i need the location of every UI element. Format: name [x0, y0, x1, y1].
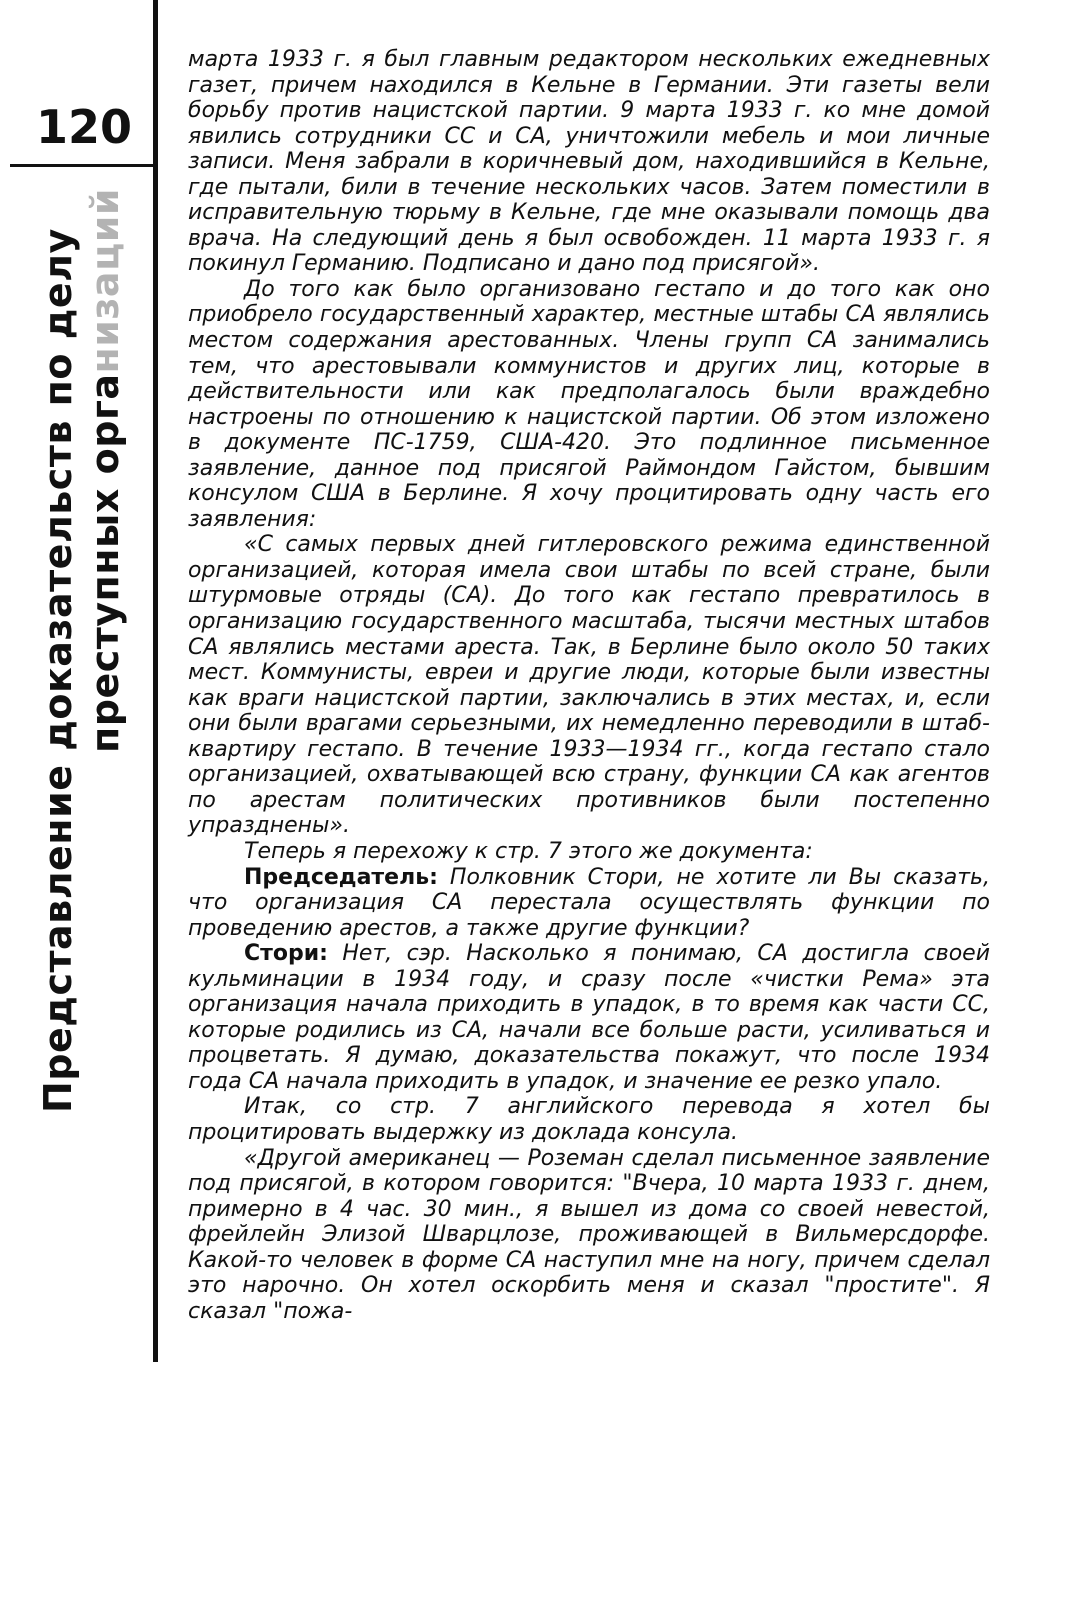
body-text	[188, 47, 990, 1324]
running-head-line-2-faded: низаций	[83, 188, 127, 374]
running-head-line-2	[83, 188, 127, 753]
quotation-paragraph: «С самых первых дней гитлеровского режима единственной организацией, которая имела свои штабы по всей стране, были штурмовые отряды (СА). До того как гестапо превратилось в организацию государственного масштаба, тысячи местных штабов СА являлись местами ареста. Так, в Берлине было около 50 таких мест. Коммунисты, евреи и другие люди, которые были известны как враги нацистской партии, заключались в этих местах, и, если они были врагами серьезными, их немедленно переводили в штаб-квартиру гестапо. В течение 1933—1934 гг., когда гестапо стало организацией, охватывающей всю страну, функции СА как агентов по арестам политических противников были постепенно упразднены».	[188, 532, 990, 839]
dialogue-storey	[188, 941, 990, 1094]
quotation-paragraph: «Другой американец — Роземан сделал письменное заявление под присягой, в котором говорится: "Вчера, 10 марта 1933 г. днем, примерно в 4 час. 30 мин., я вышел из дома со своей невестой, фрейлейн Элизой Шварцлозе, проживающей в Вильмерсдорфе. Какой-то человек в форме СА наступил мне на ногу, причем сделал это нарочно. Он хотел оскорбить меня и сказал "простите". Я сказал "пожа-	[188, 1145, 990, 1324]
paragraph: Теперь я перехожу к стр. 7 этого же документа:	[244, 838, 813, 864]
speaker-label: Председатель:	[244, 864, 438, 890]
page-number: 120	[35, 100, 133, 154]
dialogue-chairman	[188, 865, 990, 942]
speech-text: Полковник Стори, не хотите ли Вы сказать, что организация СА перестала осуществлять функции по проведению арестов, а также другие функции?	[188, 864, 990, 941]
running-head	[0, 0, 160, 1600]
running-head-line-2-main: преступных орга	[83, 373, 127, 753]
paragraph: марта 1933 г. я был главным редактором нескольких ежедневных газет, причем находился в Кельне в Германии. Эти газеты вели борьбу против нацистской партии. 9 марта 1933 г. ко мне домой явились сотрудники СС и СА, уничтожили мебель и мои личные записи. Меня забрали в коричневый дом, находившийся в Кельне, где пытали, били в течение нескольких часов. Затем поместили в исправительную тюрьму в Кельне, где мне оказывали помощь два врача. На следующий день я был освобожден. 11 марта 1933 г. я покинул Германию. Подписано и дано под присягой».	[188, 47, 990, 277]
paragraph: До того как было организовано гестапо и до того как оно приобрело государственный характер, местные штабы СА являлись местом содержания арестованных. Члены групп СА занимались тем, что арестовывали коммунистов и других лиц, которые в действительности или как предполагалось были враждебно настроены по отношению к нацистской партии. Об этом изложено в документе ПС-1759, США-420. Это подлинное письменное заявление, данное под присягой Раймондом Гайстом, бывшим консулом США в Берлине. Я хочу процитировать одну часть его заявления:	[188, 276, 990, 532]
running-head-line-1: Представление доказательств по делу	[36, 228, 80, 1113]
speech-text: Нет, сэр. Насколько я понимаю, СА достигла своей кульминации в 1934 году, и сразу после «чистки Рема» эта организация начала приходить в упадок, в то время как части СС, которые родились из СА, начали все больше расти, усиливаться и процветать. Я думаю, доказательства покажут, что после 1934 года СА начала приходить в упадок, и значение ее резко упало.	[188, 941, 990, 1094]
speaker-label: Стори:	[244, 941, 328, 967]
paragraph: Итак, со стр. 7 английского перевода я хотел бы процитировать выдержку из доклада консула.	[188, 1094, 990, 1145]
